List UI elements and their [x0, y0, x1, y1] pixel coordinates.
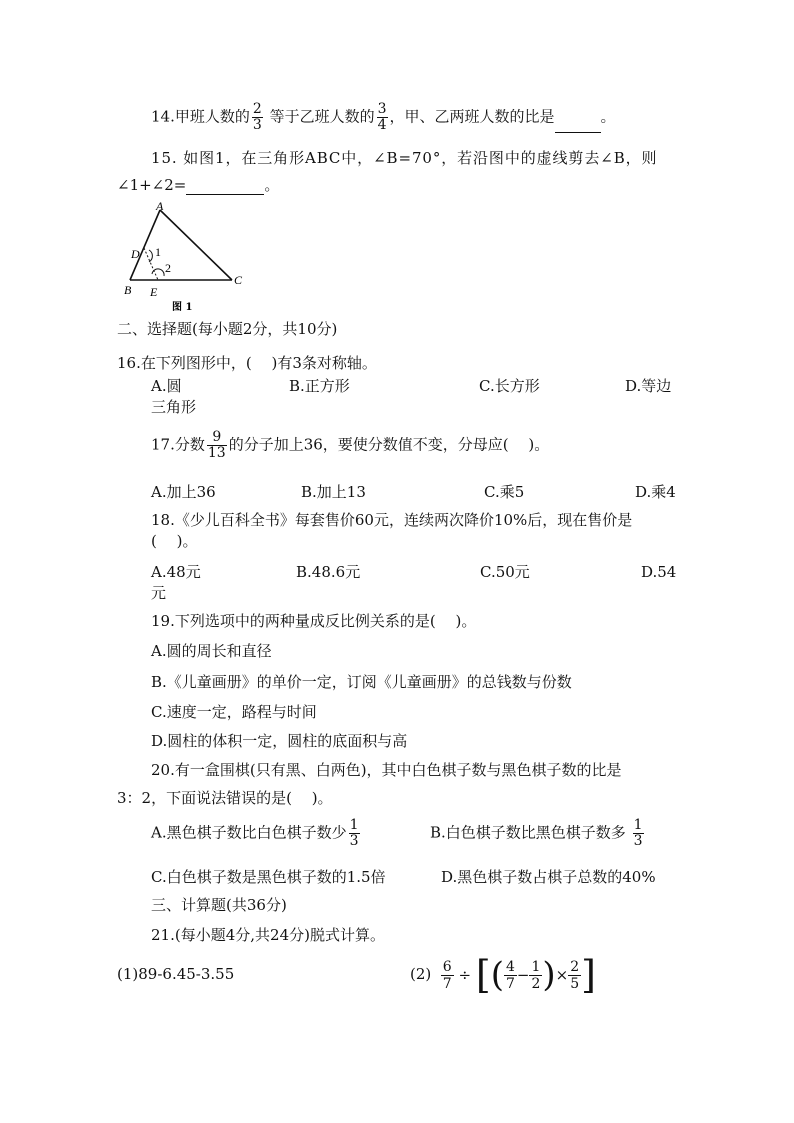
- q18-option-d-wrap: 元: [151, 584, 167, 602]
- p2-fraction-4-7: $\frac{4}{7}$: [505, 958, 515, 992]
- section-3-heading: 三、计算题(共36分): [151, 896, 287, 914]
- q17-option-b[interactable]: B.加上13: [301, 483, 366, 501]
- q20-option-a[interactable]: A.黑色棋子数比白色棋子数少 $\frac{1}{3}$: [151, 817, 359, 849]
- p2-fraction-1-2: $\frac{1}{2}$: [531, 958, 541, 992]
- question-20-line1: 20.有一盒围棋(只有黑、白两色)，其中白色棋子数与黑色棋子数的比是: [151, 761, 622, 779]
- q19-option-c[interactable]: C.速度一定，路程与时间: [151, 703, 317, 721]
- q20-option-c[interactable]: C.白色棋子数是黑色棋子数的1.5倍: [151, 868, 386, 886]
- q21-part-1: (1)89-6.45-3.55: [117, 965, 235, 983]
- question-17: 17.分数 $\frac{9}{13}$ 的分子加上36，要使分数值不变，分母应( )。: [151, 429, 550, 461]
- q21-part-2: (2) $\frac{6}{7}$ ÷ [( $\frac{4}{7}$ − $\frac{1}{2}$ )× $\frac{2}{5}$ ]: [410, 953, 596, 997]
- question-18-line2: ( )。: [151, 532, 198, 550]
- q14-prefix: 14.甲班人数的: [151, 107, 250, 126]
- figure-caption: 图 1: [172, 302, 193, 313]
- fraction-two-thirds: $\frac{2}{3}$: [252, 101, 262, 133]
- fraction-one-third-b: $\frac{1}{3}$: [633, 817, 643, 849]
- q18-option-b[interactable]: B.48.6元: [296, 563, 361, 581]
- section-2-heading: 二、选择题(每小题2分，共10分): [117, 320, 338, 338]
- q17-option-a[interactable]: A.加上36: [151, 483, 216, 501]
- q17-option-c[interactable]: C.乘5: [484, 483, 525, 501]
- q20-option-d[interactable]: D.黑色棋子数占棋子总数的40%: [441, 868, 656, 886]
- question-19: 19.下列选项中的两种量成反比例关系的是( )。: [151, 612, 477, 630]
- q16-option-d[interactable]: D.等边: [625, 377, 672, 395]
- question-15-line1: 15. 如图1，在三角形ABC中，∠B=70°，若沿图中的虚线剪去∠B，则: [151, 149, 658, 167]
- fraction-nine-thirteenths: $\frac{9}{13}$: [207, 429, 226, 461]
- q14-suffix: ，甲、乙两班人数的比是: [389, 107, 555, 126]
- q19-option-b[interactable]: B.《儿童画册》的单价一定，订阅《儿童画册》的总钱数与份数: [151, 673, 572, 691]
- question-14: 14.甲班人数的 $\frac{2}{3}$ 等于乙班人数的 $\frac{3}{4}$ ，甲、乙两班人数的比是 。: [151, 101, 616, 133]
- q19-option-a[interactable]: A.圆的周长和直径: [151, 642, 272, 660]
- triangle-figure: [118, 196, 258, 316]
- q16-option-d-wrap: 三角形: [151, 398, 197, 416]
- question-20-line2: 3：2，下面说法错误的是( )。: [117, 789, 333, 807]
- q16-option-c[interactable]: C.长方形: [479, 377, 540, 395]
- answer-blank-15[interactable]: [186, 174, 264, 195]
- q18-option-a[interactable]: A.48元: [151, 563, 201, 581]
- question-21: 21.(每小题4分,共24分)脱式计算。: [151, 926, 385, 944]
- q16-option-b[interactable]: B.正方形: [289, 377, 350, 395]
- p2-fraction-6-7: $\frac{6}{7}$: [442, 958, 452, 992]
- q16-option-a[interactable]: A.圆: [151, 377, 182, 395]
- q18-option-d[interactable]: D.54: [641, 563, 677, 581]
- answer-blank-14[interactable]: [555, 112, 601, 133]
- label-E: E: [150, 285, 158, 299]
- fraction-three-fourths: $\frac{3}{4}$: [377, 101, 387, 133]
- question-15-line2: ∠1+∠2= 。: [117, 176, 280, 194]
- q14-mid: 等于乙班人数的: [269, 107, 375, 126]
- fraction-one-third-a: $\frac{1}{3}$: [349, 817, 359, 849]
- label-angle-2: 2: [165, 261, 171, 275]
- q17-option-d[interactable]: D.乘4: [635, 483, 676, 501]
- p2-fraction-2-5: $\frac{2}{5}$: [570, 958, 580, 992]
- label-angle-1: 1: [155, 245, 161, 259]
- q18-option-c[interactable]: C.50元: [480, 563, 530, 581]
- q19-option-d[interactable]: D.圆柱的体积一定，圆柱的底面积与高: [151, 732, 408, 750]
- label-B: B: [124, 283, 132, 297]
- label-D: D: [131, 247, 140, 261]
- question-18-line1: 18.《少儿百科全书》每套售价60元，连续两次降价10%后，现在售价是: [151, 511, 633, 529]
- right-paren: ): [542, 955, 556, 995]
- left-square-bracket: [: [475, 953, 491, 997]
- label-C: C: [234, 273, 243, 287]
- question-16: 16.在下列图形中，( )有3条对称轴。: [117, 354, 377, 372]
- label-A: A: [156, 199, 164, 213]
- left-paren: (: [490, 955, 504, 995]
- right-square-bracket: ]: [581, 953, 596, 997]
- q20-option-b[interactable]: B.白色棋子数比黑色棋子数多 $\frac{1}{3}$: [430, 817, 643, 849]
